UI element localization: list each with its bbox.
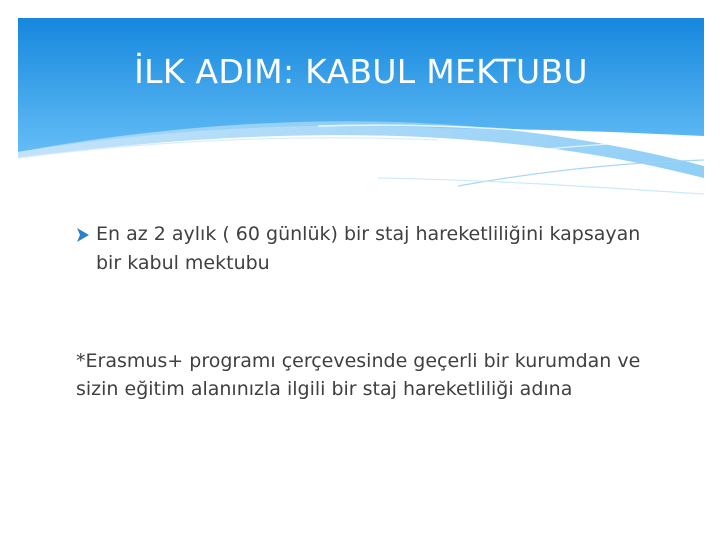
slide-title: İLK ADIM: KABUL MEKTUBU	[134, 52, 588, 91]
banner-wave-graphic	[18, 18, 704, 200]
arrow-bullet-icon	[76, 220, 96, 249]
bullet-item	[76, 220, 656, 278]
footnote-text: *Erasmus+ programı çerçevesinde geçerli bir kurumdan ve sizin eğitim alanınızla ilgili bir staj hareketliliği adına	[76, 350, 641, 400]
title-banner	[18, 18, 704, 200]
bullet-text: En az 2 aylık ( 60 günlük) bir staj hareketliliğini kapsayan bir kabul mektubu	[96, 223, 641, 274]
